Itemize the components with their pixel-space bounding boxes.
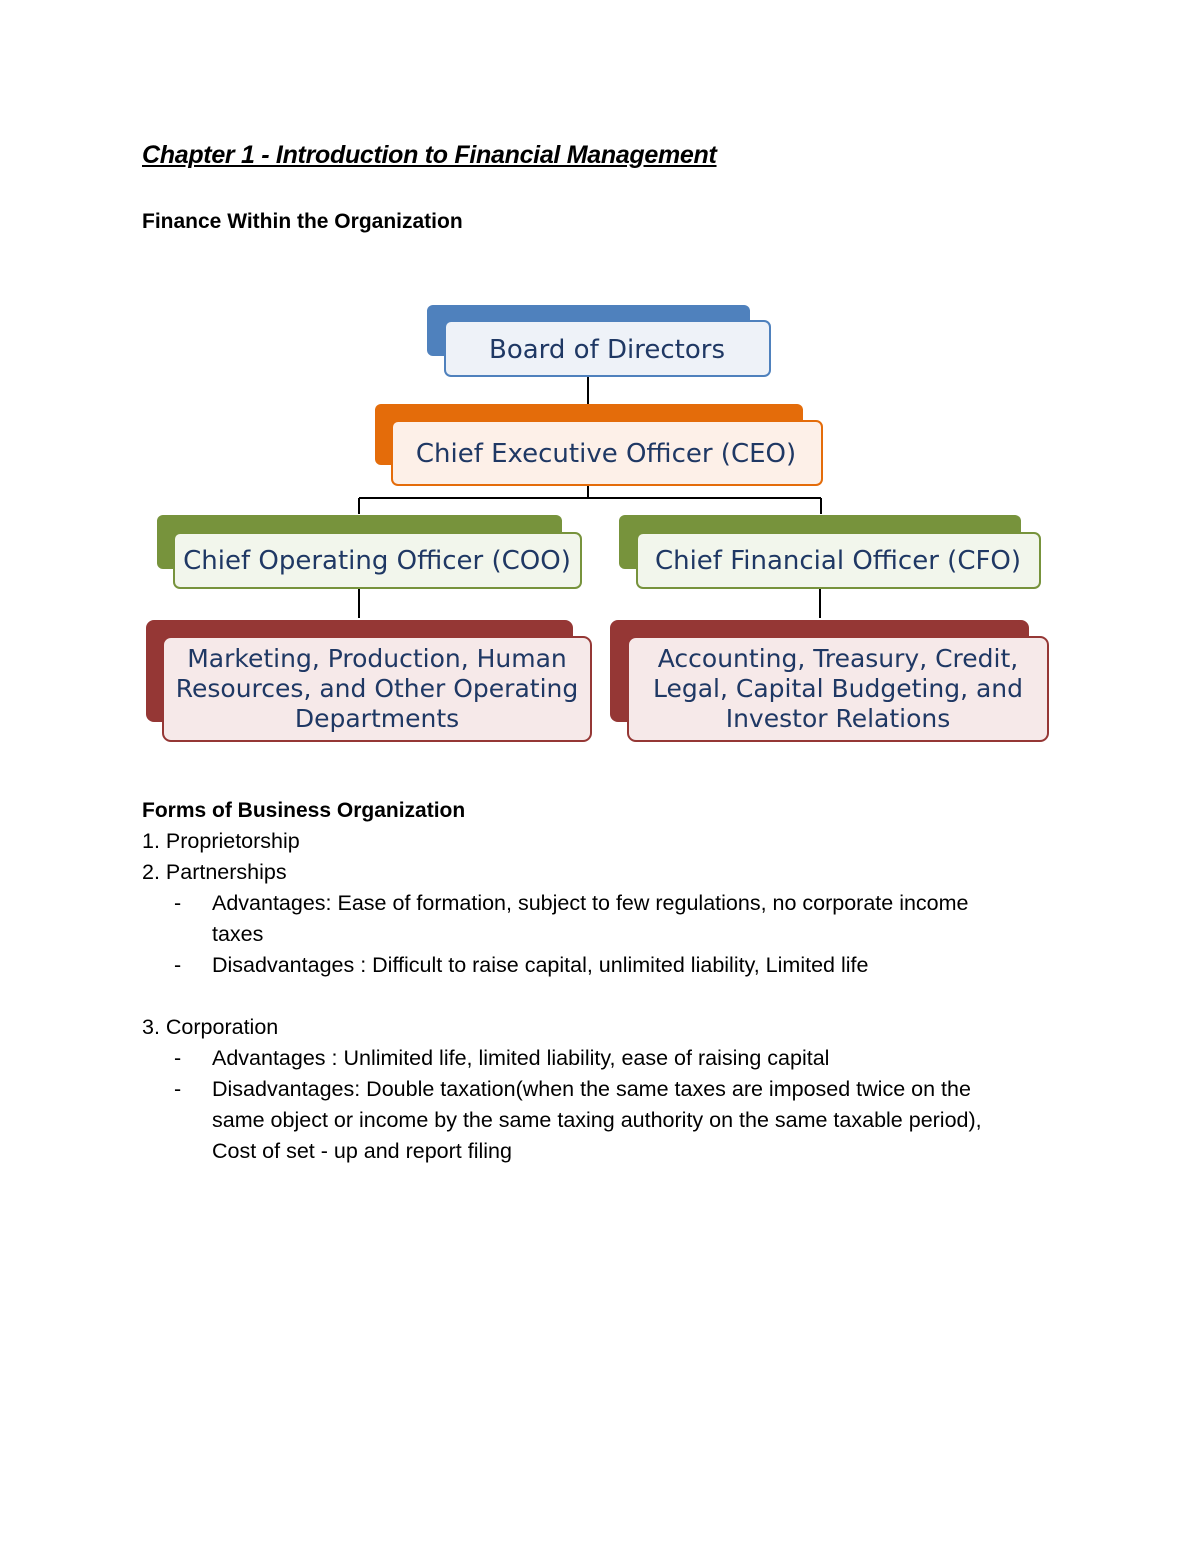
- operating-depts-line-1: Marketing, Production, Human: [187, 644, 567, 673]
- ceo-node: [375, 404, 822, 485]
- bullet-text-line: Cost of set - up and report filing: [212, 1139, 512, 1163]
- bullet-text-line: Disadvantages: Double taxation(when the same taxes are imposed twice on the: [212, 1077, 971, 1101]
- bullet-text-line: Advantages : Unlimited life, limited liability, ease of raising capital: [212, 1046, 830, 1070]
- bullet-dash: -: [174, 1077, 182, 1101]
- list-item-partnerships: 2. Partnerships: [142, 860, 287, 884]
- corporation-disadvantages: [142, 1074, 1082, 1167]
- list-item-proprietorship: 1. Proprietorship: [142, 829, 300, 853]
- coo-label: Chief Operating Officer (COO): [183, 546, 571, 576]
- ceo-label: Chief Executive Officer (CEO): [415, 439, 797, 469]
- board-label: Board of Directors: [489, 335, 725, 365]
- bullet-text-line: taxes: [212, 922, 264, 946]
- cfo-node: [619, 515, 1040, 588]
- cfo-label: Chief Financial Officer (CFO): [654, 546, 1022, 576]
- section-heading-finance: Finance Within the Organization: [142, 210, 463, 233]
- board-node: [427, 305, 770, 376]
- coo-node: [157, 515, 581, 588]
- finance-depts-node: [610, 620, 1048, 741]
- operating-depts-line-2: Resources, and Other Operating: [175, 674, 579, 703]
- corporation-advantages: [142, 1043, 1082, 1074]
- finance-depts-line-3: Investor Relations: [725, 704, 951, 733]
- bullet-dash: -: [174, 891, 182, 915]
- org-chart: [0, 0, 1200, 760]
- operating-depts-line-3: Departments: [294, 704, 460, 733]
- bullet-dash: -: [174, 953, 182, 977]
- list-item-corporation: 3. Corporation: [142, 1015, 279, 1039]
- bullet-text-line: Advantages: Ease of formation, subject to few regulations, no corporate income: [212, 891, 969, 915]
- section-heading-forms: Forms of Business Organization: [142, 799, 466, 822]
- bullet-dash: -: [174, 1046, 182, 1070]
- finance-depts-line-2: Legal, Capital Budgeting, and: [652, 674, 1024, 703]
- partnerships-bullets: [142, 888, 1082, 981]
- finance-depts-line-1: Accounting, Treasury, Credit,: [657, 644, 1019, 673]
- operating-depts-node: [146, 620, 591, 741]
- partnerships-advantages: [142, 888, 1082, 950]
- forms-list: [142, 826, 1082, 1167]
- bullet-text-line: same object or income by the same taxing authority on the same taxable period),: [212, 1108, 982, 1132]
- page-title: Chapter 1 - Introduction to Financial Management: [142, 141, 717, 169]
- bullet-text-line: Disadvantages : Difficult to raise capital, unlimited liability, Limited life: [212, 953, 869, 977]
- corporation-bullets: [142, 1043, 1082, 1167]
- partnerships-disadvantages: [142, 950, 1082, 981]
